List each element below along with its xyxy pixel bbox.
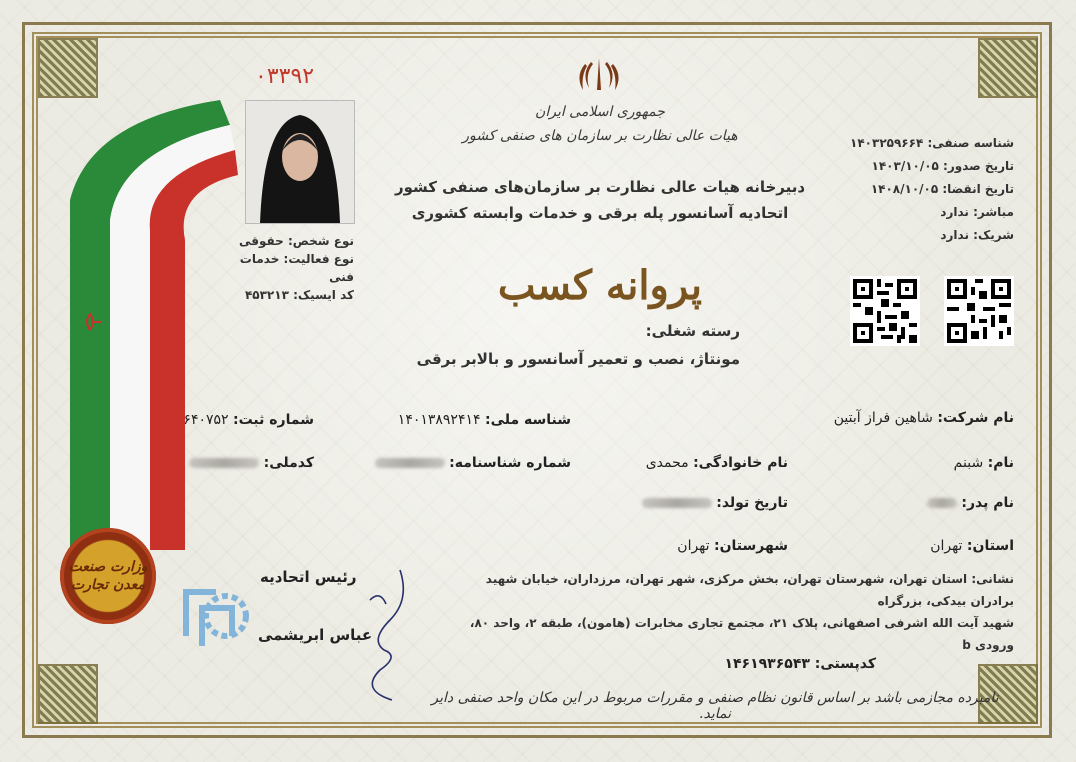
province-field bbox=[930, 538, 1014, 554]
city-field bbox=[677, 538, 788, 554]
registration-value: ۶۴۰۷۵۲ bbox=[183, 412, 229, 428]
redacted-value bbox=[189, 458, 259, 468]
registration-field bbox=[183, 412, 314, 428]
person-type: نوع شخص: حقوقی bbox=[238, 234, 354, 248]
serial-number: ۰۳۳۹۲ bbox=[255, 64, 315, 89]
address-line-2: شهید آیت الله اشرفی اصفهانی، پلاک ۲۱، مجتمع تجاری مخابرات (هامون)، طبقه ۲، واحد ۸۰، ورودی b bbox=[469, 616, 1014, 652]
applicant-photo bbox=[245, 100, 355, 224]
header-line-1: جمهوری اسلامی ایران bbox=[535, 104, 665, 120]
partner: شریک: ندارد bbox=[940, 228, 1014, 242]
occupation-value: مونتاژ، نصب و تعمیر آسانسور و بالابر برقی bbox=[416, 350, 740, 368]
corner-ornament bbox=[38, 664, 98, 724]
national-emblem-icon bbox=[577, 54, 621, 94]
footer-note: نامبرده مجازمی باشد بر اساس قانون نظام صنفی و مقررات مربوط در این مکان واحد صنفی دایر نماید. bbox=[431, 690, 999, 722]
occupation-label: رسته شغلی: bbox=[645, 322, 740, 340]
header-line-2: هیات عالی نظارت بر سازمان های صنفی کشور bbox=[462, 128, 738, 144]
national-id-label: شناسه ملی: bbox=[484, 412, 571, 428]
chief-title: رئیس اتحادیه bbox=[260, 568, 357, 586]
address-line-1: استان تهران، شهرستان تهران، بخش مرکزی، شهر تهران، مرزداران، خیابان شهید برادران بیدکی، بزرگراه bbox=[485, 572, 1014, 608]
father-name-label: نام پدر: bbox=[961, 495, 1014, 511]
birth-date-field bbox=[642, 495, 788, 511]
person-photo-icon bbox=[246, 101, 354, 223]
national-code-label: کدملی: bbox=[263, 455, 314, 471]
province-label: استان: bbox=[966, 538, 1014, 554]
national-id-value: ۱۴۰۱۳۸۹۲۴۱۴ bbox=[397, 412, 481, 428]
company-field bbox=[834, 410, 1014, 426]
redacted-value bbox=[642, 498, 712, 508]
id-number-label: شماره شناسنامه: bbox=[449, 455, 571, 471]
manager: مباشر: ندارد bbox=[940, 205, 1014, 219]
province-value: تهران bbox=[930, 538, 963, 554]
qr-code-icon[interactable] bbox=[944, 276, 1014, 346]
redacted-value bbox=[927, 498, 957, 508]
birth-date-label: تاریخ تولد: bbox=[716, 495, 788, 511]
ministry-seal bbox=[60, 528, 156, 624]
license-meta bbox=[754, 132, 1014, 247]
postal-code: کدپستی: ۱۴۶۱۹۳۶۵۴۳ bbox=[724, 656, 876, 672]
city-label: شهرستان: bbox=[713, 538, 788, 554]
family-name-label: نام خانوادگی: bbox=[693, 455, 788, 471]
address-block bbox=[454, 568, 1014, 656]
seal-text: وزارت صنعت معدن تجارت bbox=[68, 559, 148, 593]
expiry-date: تاریخ انقضا: ۱۴۰۸/۱۰/۰۵ bbox=[870, 182, 1014, 196]
isic-code: کد ایسیک: ۴۵۳۲۱۳ bbox=[244, 288, 354, 302]
id-number-field bbox=[375, 455, 571, 471]
company-label: نام شرکت: bbox=[937, 410, 1014, 426]
family-name-field bbox=[646, 455, 788, 471]
corner-ornament bbox=[978, 38, 1038, 98]
national-code-field bbox=[189, 455, 314, 471]
first-name-label: نام: bbox=[987, 455, 1014, 471]
first-name-value: شبنم bbox=[953, 455, 984, 471]
flag-ribbon bbox=[50, 80, 240, 560]
union-logo-icon bbox=[176, 576, 256, 652]
father-name-field bbox=[927, 495, 1014, 511]
qr-code-icon[interactable] bbox=[850, 276, 920, 346]
header-line-3: دبیرخانه هیات عالی نظارت بر سازمان‌های صنفی کشور bbox=[394, 178, 806, 196]
document-title: پروانه کسب bbox=[497, 262, 703, 309]
city-value: تهران bbox=[677, 538, 710, 554]
activity-type: نوع فعالیت: خدمات فنی bbox=[239, 252, 354, 284]
company-value: شاهین فراز آبتین bbox=[833, 410, 933, 426]
chief-name: عباس ابریشمی bbox=[258, 626, 373, 644]
guild-id: شناسه صنفی: ۱۴۰۳۲۵۹۶۶۴ bbox=[850, 136, 1014, 150]
first-name-field bbox=[954, 455, 1014, 471]
redacted-value bbox=[375, 458, 445, 468]
registration-label: شماره ثبت: bbox=[233, 412, 314, 428]
national-id-field bbox=[398, 412, 571, 428]
issue-date: تاریخ صدور: ۱۴۰۳/۱۰/۰۵ bbox=[871, 159, 1014, 173]
person-info bbox=[214, 232, 354, 304]
address-label: نشانی: bbox=[971, 572, 1014, 586]
signature bbox=[340, 560, 430, 710]
family-name-value: محمدی bbox=[645, 455, 689, 471]
header-line-4: اتحادیه آسانسور پله برقی و خدمات وابسته کشوری bbox=[411, 204, 789, 222]
